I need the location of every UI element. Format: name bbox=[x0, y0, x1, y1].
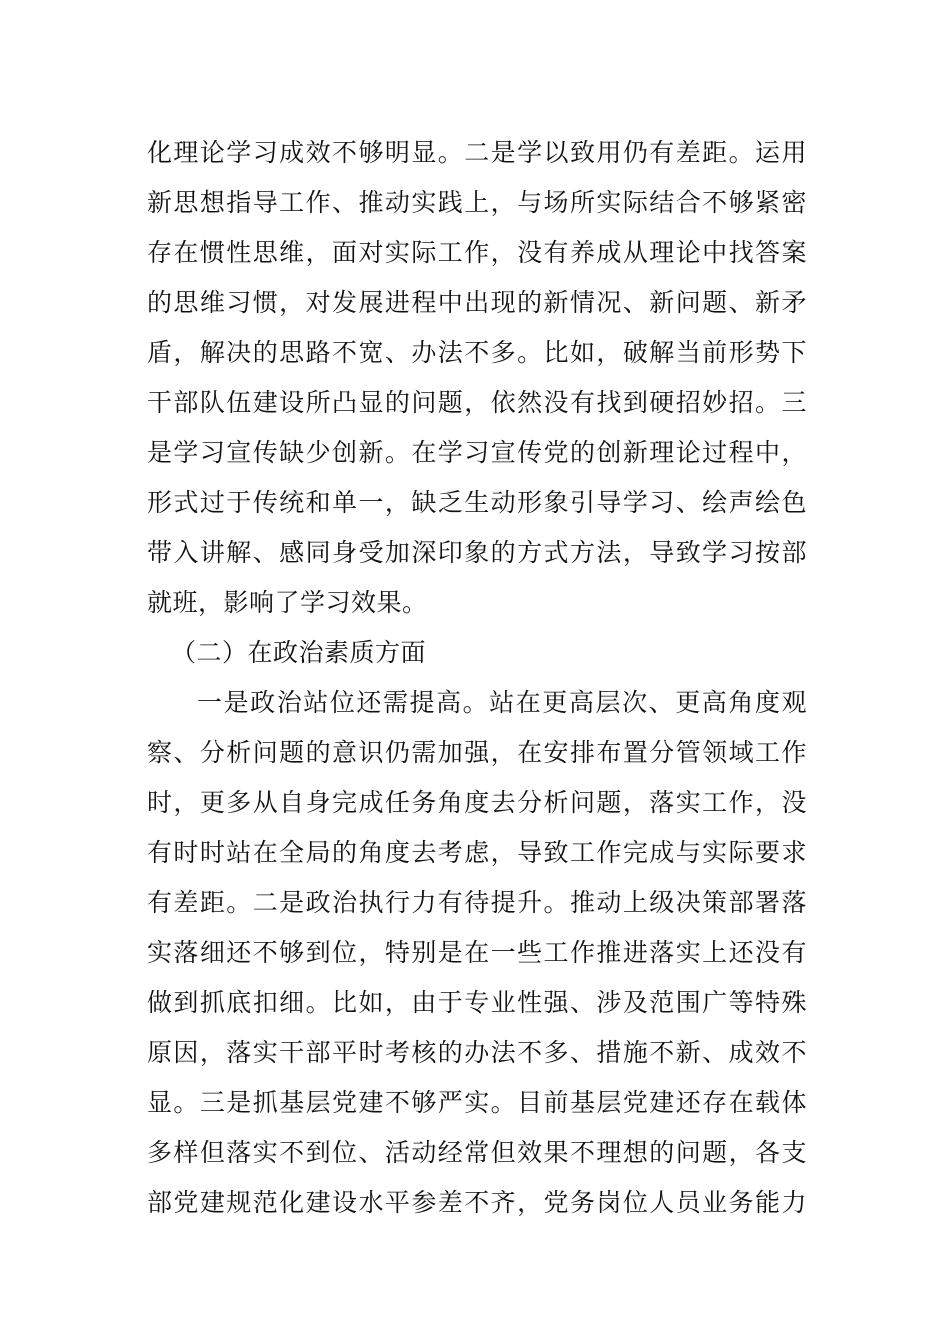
text-line: 就班，影响了学习效果。 bbox=[147, 588, 428, 617]
text-line: 新思想指导工作、推动实践上，与场所实际结合不够紧密 bbox=[147, 188, 807, 217]
text-line: 实落细还不够到位，特别是在一些工作推进落实上还没有 bbox=[147, 938, 807, 967]
text-line: 干部队伍建设所凸显的问题，依然没有找到硬招妙招。三 bbox=[147, 388, 807, 417]
text-line: 形式过于传统和单一，缺乏生动形象引导学习、绘声绘色 bbox=[147, 488, 807, 517]
text-line: 部党建规范化建设水平参差不齐，党务岗位人员业务能力 bbox=[147, 1188, 807, 1217]
text-line: 多样但落实不到位、活动经常但效果不理想的问题，各支 bbox=[147, 1138, 807, 1167]
section-heading: （二）在政治素质方面 bbox=[171, 638, 427, 667]
text-line: 显。三是抓基层党建不够严实。目前基层党建还存在载体 bbox=[147, 1088, 807, 1117]
text-line: 察、分析问题的意识仍需加强，在安排布置分管领域工作 bbox=[147, 738, 807, 767]
text-line: 的思维习惯，对发展进程中出现的新情况、新问题、新矛 bbox=[147, 288, 807, 317]
text-line: 有时时站在全局的角度去考虑，导致工作完成与实际要求 bbox=[147, 838, 807, 867]
text-line: 带入讲解、感同身受加深印象的方式方法，导致学习按部 bbox=[147, 538, 807, 567]
text-line: 盾，解决的思路不宽、办法不多。比如，破解当前形势下 bbox=[147, 338, 807, 367]
text-line: 化理论学习成效不够明显。二是学以致用仍有差距。运用 bbox=[147, 138, 807, 167]
text-line: 原因，落实干部平时考核的办法不多、措施不新、成效不 bbox=[147, 1038, 807, 1067]
text-line: 时，更多从自身完成任务角度去分析问题，落实工作，没 bbox=[147, 788, 807, 817]
text-line: 做到抓底扣细。比如，由于专业性强、涉及范围广等特殊 bbox=[147, 988, 807, 1017]
text-line: 存在惯性思维，面对实际工作，没有养成从理论中找答案 bbox=[147, 238, 807, 267]
document-body bbox=[147, 128, 807, 1228]
text-line: 是学习宣传缺少创新。在学习宣传党的创新理论过程中， bbox=[147, 438, 807, 467]
paragraph-first-line: 一是政治站位还需提高。站在更高层次、更高角度观 bbox=[197, 688, 807, 717]
text-line: 有差距。二是政治执行力有待提升。推动上级决策部署落 bbox=[147, 888, 807, 917]
